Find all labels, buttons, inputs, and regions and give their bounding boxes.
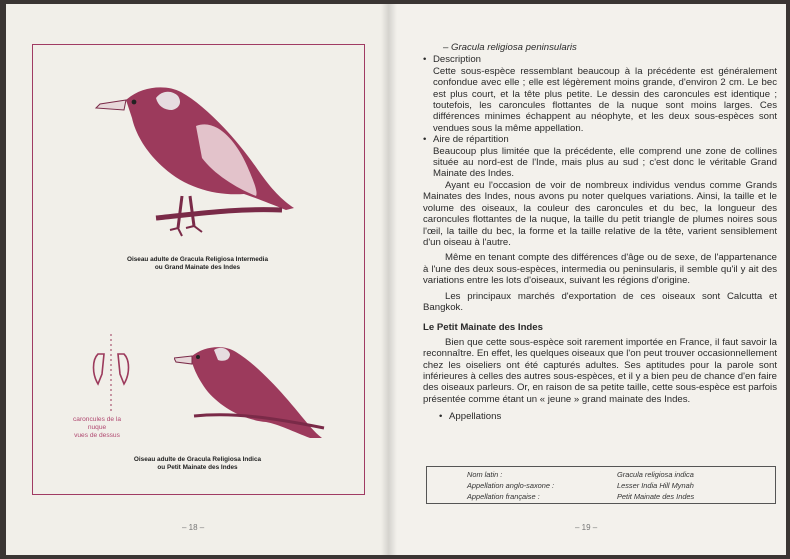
caption-intermedia: Oiseau adulte de Gracula Religiosa Intermedia ou Grand Mainate des Indes — [127, 256, 268, 271]
side-note: caroncules de la nuque vues de dessus — [72, 416, 122, 439]
appellations-table: Nom latin : Gracula religiosa indica Appellation anglo-saxone : Lesser India Hill Mynah Appellation française : Petit Mainate des Indes — [426, 466, 776, 504]
wattle-diagram-icon — [86, 334, 136, 414]
paragraph-markets: Les principaux marchés d'exportation de ces oiseaux sont Calcutta et Bangkok. — [423, 290, 777, 313]
page-number-left: – 18 – — [182, 523, 205, 532]
small-mynah-illustration — [174, 338, 334, 448]
paragraph-origin: Même en tenant compte des différences d'âge ou de sexe, de l'appartenance à l'une des deux sous-espèces, intermedia ou peninsularis, il semble qu'il y ait des variations entre les lots d'oiseaux, suivant les régions d'origine. — [423, 252, 777, 287]
page-number-right: – 19 – — [575, 523, 598, 532]
right-page — [389, 4, 786, 555]
paragraph-indica: Bien que cette sous-espèce soit rarement importée en France, il faut savoir la reconnaître. En effet, les quelques oiseaux que l'on peut trouver occasionnellement chez les oiseliers ont été capturés adultes. Ses aptitudes pour la parole sont inférieures à celles des autres sous-espèces, et il y a bien peu de chance d'en faire des oiseaux parleurs. Or, en raison de sa petite taille, cette sous-espèce est parfois présentée comme étant un « jeune » grand mainate des Indes. — [423, 336, 777, 405]
description-label: • Description — [423, 54, 777, 65]
book-gutter — [381, 4, 397, 555]
range-label: • Aire de répartition — [423, 134, 777, 145]
description-text: Cette sous-espèce ressemblant beaucoup à la précédente est généralement confondue avec elle ; elle est légèrement moins grande, d'environ 2 cm. Le bec est plus court, et la tête plus petite. Le dessin des caroncules est identique ; toutefois, les caroncules flottantes de la nuque sont moins larges. Ces différences minimes échappent au néophyte, et les deux sous-espèces sont vendues sous la même appellation. — [433, 65, 777, 134]
caption-indica: Oiseau adulte de Gracula Religiosa Indica ou Petit Mainate des Indes — [133, 456, 262, 471]
appellations-label: • Appellations — [439, 411, 777, 422]
left-page — [6, 4, 389, 555]
section-title: Le Petit Mainate des Indes — [423, 322, 543, 334]
range-text: Beaucoup plus limitée que la précédente, elle comprend une zone de collines située au nord-est de l'Inde, mais plus au sud ; c'est donc le véritable Grand Mainate des Indes. — [433, 145, 777, 180]
paragraph-variations: Ayant eu l'occasion de voir de nombreux individus vendus comme Grands Mainates des Indes, nous avons pu noter quelques variations. Ainsi, la taille et le volume des oiseaux, la couleur des caroncules et du bec, la longueur des caroncules flottantes de la nuque, la taille du petit triangle de plumes noires sous l'œil, la taille du bec, la forme et la taille relative de la tête, varient sensiblement d'un oiseau à l'autre. — [423, 179, 777, 248]
subspecies-heading: – Gracula religiosa peninsularis — [443, 42, 577, 53]
large-mynah-illustration — [86, 78, 306, 248]
text-column — [423, 42, 777, 423]
